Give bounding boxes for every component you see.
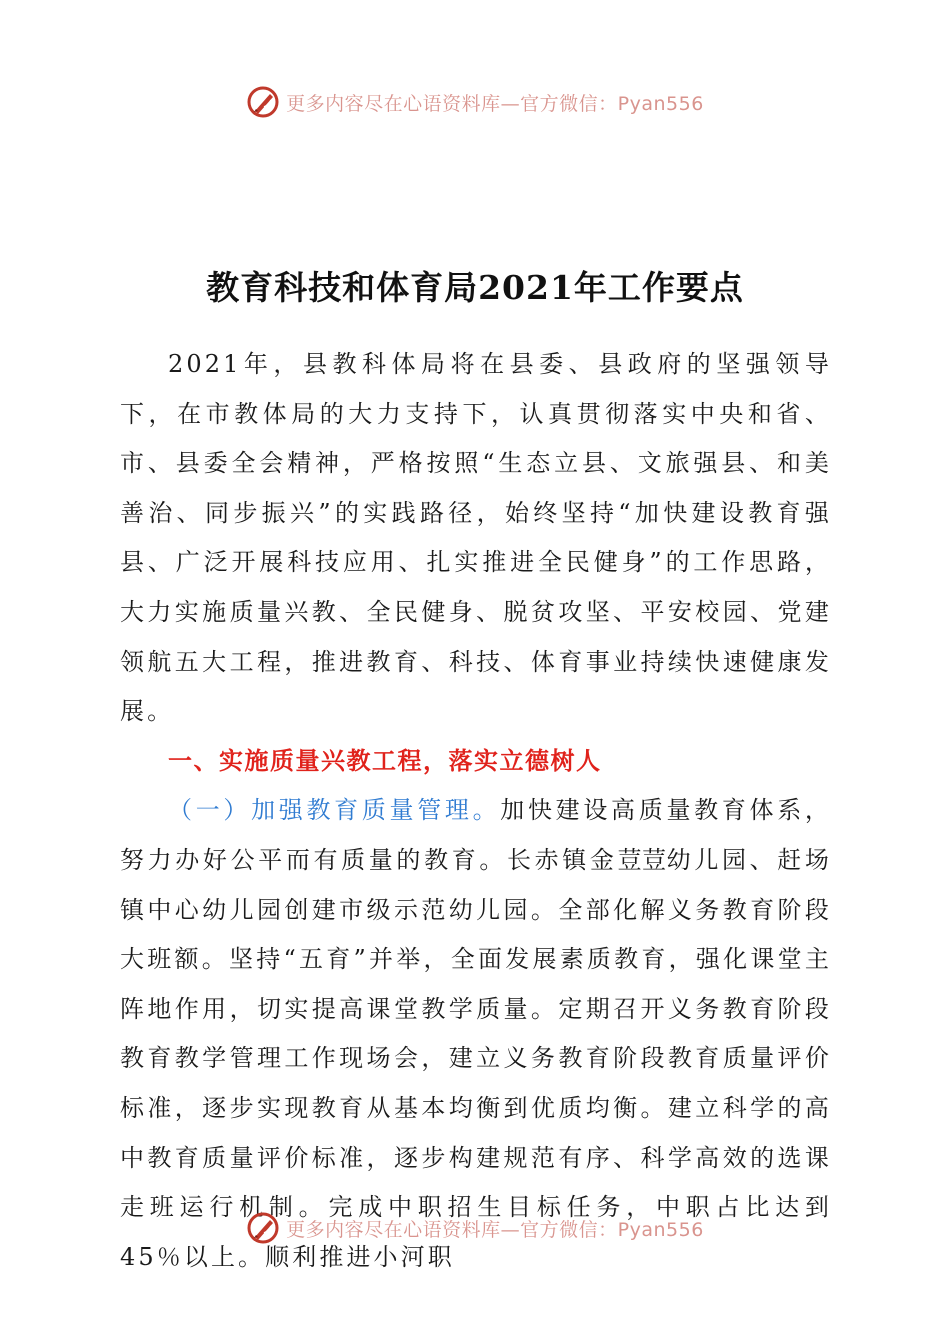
watermark-text: 更多内容尽在心语资料库—官方微信：Pyan556 — [286, 1218, 704, 1241]
section-heading: 一、实施质量兴教工程，落实立德树人 — [168, 746, 602, 775]
watermark-text: 更多内容尽在心语资料库—官方微信：Pyan556 — [286, 92, 704, 115]
watermark-banner-bottom — [0, 1208, 950, 1248]
subsection-text-part1: 加快建设高质量教育体系，努力办好公平而有质量的教育。长赤镇金 — [120, 796, 832, 874]
wechat-id: Pyan556 — [617, 1218, 704, 1241]
wechat-id: Pyan556 — [617, 92, 704, 115]
pen-logo-icon — [246, 1211, 280, 1245]
intro-paragraph: 2021年，县教科体局将在县委、县政府的坚强领导下，在市教体局的大力支持下，认真贯彻落实中央和省、市、县委全会精神，严格按照“生态立县、文旅强县、和美善治、同步振兴”的实践路径，始终坚持“加快建设教育强县、广泛开展科技应用、扎实推进全民健身”的工作思路，大力实施质量兴教、全民健身、脱贫攻坚、平安校园、党建领航五大工程，推进教育、科技、体育事业持续快速健康发展。 — [120, 350, 832, 726]
subsection-heading: （一）加强教育质量管理。 — [168, 796, 501, 825]
pen-logo-icon — [246, 85, 280, 119]
document-body — [120, 340, 832, 1282]
subsection-emphasis: 荳荳 — [617, 845, 667, 874]
subsection-text-part2: 幼儿园、赶场镇中心幼儿园创建市级示范幼儿园。全部化解义务教育阶段大班额。坚持“五育”并举，全面发展素质教育，强化课堂主阵地作用，切实提高课堂教学质量。定期召开义务教育阶段教育教学管理工作现场会，建立义务教育阶段教育质量评价标准，逐步实现教育从基本均衡到优质均衡。建立科学的高中教育质量评价标准，逐步构建规范有序、科学高效的选课走班运行机制。完成中职招生目标任务，中职占比达到45％以上。顺利推进小河职 — [120, 845, 832, 1271]
document-title: 教育科技和体育局2021年工作要点 — [206, 268, 744, 307]
watermark-banner-top — [0, 82, 950, 122]
